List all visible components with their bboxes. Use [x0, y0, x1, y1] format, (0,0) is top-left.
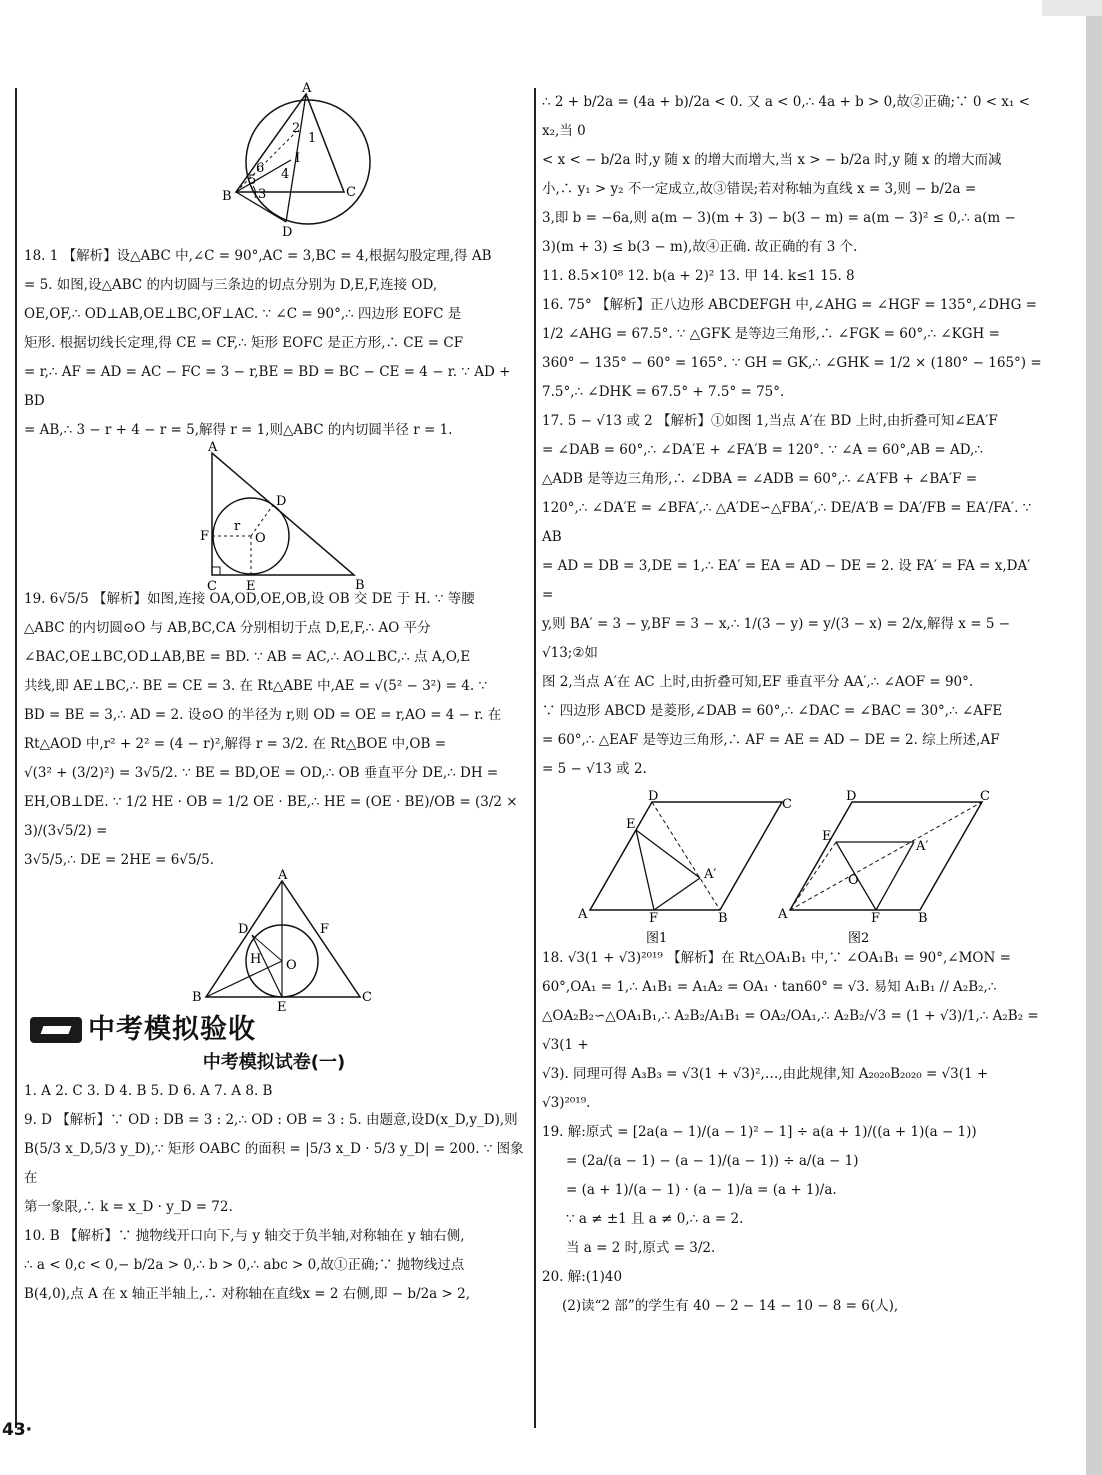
- label-b: B: [355, 578, 365, 593]
- q18-line-1: 18. 1 【解析】设△ABC 中,∠C = 90°,AC = 3,BC = 4,根据勾股定理,得 AB: [24, 248, 492, 264]
- section-heading-icon: [30, 1017, 82, 1043]
- q17-line-10: = 5 − √13 或 2.: [542, 761, 647, 777]
- q10-line-2: ∴ a < 0,c < 0,− b/2a > 0,∴ b > 0,∴ abc > 0,故①正确;∵ 抛物线过点: [24, 1257, 465, 1273]
- q16-line-1: 16. 75° 【解析】正八边形 ABCDEFGH 中,∠AHG = ∠HGF = 135°,∠DHG =: [542, 297, 1037, 313]
- diagonal-bd-1: [652, 802, 720, 910]
- circle-triangle-figure: [24, 82, 524, 242]
- q10-cont-line-2: < x < − b/2a 时,y 随 x 的增大而增大,当 x > − b/2a 时,y 随 x 的增大而减: [542, 152, 1002, 168]
- q17-line-8: ∵ 四边形 ABCD 是菱形,∠DAB = 60°,∴ ∠DAC = ∠BAC = 30°,∴ ∠AFE: [542, 703, 1003, 719]
- q18-line-5: = r,∴ AF = AD = AC − FC = 3 − r,BE = BD = BC − CE = 4 − r. ∵ AD + BD: [24, 364, 511, 409]
- fig2-label-o: O: [848, 873, 859, 888]
- q18r-line-4: √3). 同理可得 A₃B₃ = √3(1 + √3)²,…,由此规律,知 A₂₀₂₀B₂₀₂₀ = √3(1 +: [542, 1066, 989, 1082]
- label-a: A: [208, 440, 218, 455]
- q19-line-6: Rt△AOD 中,r² + 2² = (4 − r)²,解得 r = 3/2. 在 Rt△BOE 中,OB =: [24, 736, 447, 752]
- isosceles-triangle: [206, 881, 360, 997]
- q10-cont-line-4: 3,即 b = −6a,则 a(m − 3)(m + 3) − b(3 − m) = a(m − 3)² ≤ 0,∴ a(m −: [542, 210, 1016, 226]
- exam-subtitle: 中考模拟试卷(一): [202, 1052, 346, 1073]
- fig2-label-d: D: [846, 789, 857, 804]
- label-angle-6: 6: [256, 161, 265, 176]
- left-margin-rule: [15, 88, 17, 1428]
- section-title: 中考模拟验收: [88, 1014, 256, 1045]
- fig1-label-a-prime: A′: [704, 867, 717, 882]
- q19r-line-5: 当 a = 2 时,原式 = 3/2.: [566, 1240, 716, 1256]
- answers-1-8: 1. A 2. C 3. D 4. B 5. D 6. A 7. A 8. B: [24, 1083, 273, 1099]
- label-angle-2: 2: [292, 121, 301, 136]
- label-c: C: [362, 990, 372, 1005]
- q9-line-1: 9. D 【解析】∵ OD : DB = 3 : 2,∴ OD : OB = 3 : 5. 由题意,设D(x_D,y_D),则: [24, 1112, 518, 1128]
- q17-line-5: = AD = DB = 3,DE = 1,∴ EA′ = EA = AD − DE = 2. 设 FA′ = FA = x,DA′ =: [542, 558, 1031, 603]
- label-r: r: [234, 519, 241, 534]
- q18r-line-3: △OA₂B₂∽△OA₁B₁,∴ A₂B₂/A₁B₁ = OA₂/OA₁,∴ A₂B₂/√3 = (1 + √3)/1,∴ A₂B₂ = √3(1 +: [542, 1008, 1039, 1053]
- q19-line-8: EH,OB⊥DE. ∵ 1/2 HE · OB = 1/2 OE · BE,∴ HE = (OE · BE)/OB = (3/2 × 3)/(3√5/2) =: [24, 794, 518, 839]
- ea-dashed-2: [790, 842, 836, 910]
- q18r-line-2: 60°,OA₁ = 1,∴ A₁B₁ = A₁A₂ = OA₁ · tan60° = √3. 易知 A₁B₁ // A₂B₂,∴: [542, 979, 997, 995]
- q17-line-1: 17. 5 − √13 或 2 【解析】①如图 1,当点 A′在 BD 上时,由折叠可知∠EA′F: [542, 413, 998, 429]
- q19-line-4: 共线,即 AE⊥BC,∴ BE = CE = 3. 在 Rt△ABE 中,AE = √(5² − 3²) = 4. ∵: [24, 678, 488, 694]
- q19-line-5: BD = BE = 3,∴ AD = 2. 设⊙O 的半径为 r,则 OD = OE = r,AO = 4 − r. 在: [24, 707, 502, 723]
- fig2-label-f: F: [871, 911, 881, 926]
- fa-prime-1: [654, 878, 700, 910]
- q19r-line-4: ∵ a ≠ ±1 且 a ≠ 0,∴ a = 2.: [566, 1211, 744, 1227]
- q19-line-3: ∠BAC,OE⊥BC,OD⊥AB,BE = BD. ∵ AB = AC,∴ AO⊥BC,∴ 点 A,O,E: [24, 649, 471, 665]
- q9-line-2: B(5/3 x_D,5/3 y_D),∵ 矩形 OABC 的面积 = |5/3 x_D · 5/3 y_D| = 200. ∵ 图象在: [24, 1141, 524, 1186]
- left-column: [24, 82, 524, 1309]
- triangle-incircle-figure: [24, 868, 524, 1015]
- page-top-edge: [1042, 0, 1102, 16]
- incircle-figure: [24, 440, 524, 594]
- circumcircle: [246, 100, 370, 224]
- right-angle-mark: [212, 567, 220, 575]
- fig2-label-c: C: [980, 789, 990, 804]
- q19r-line-2: = (2a/(a − 1) − (a − 1)/(a − 1)) ÷ a/(a − 1): [566, 1153, 859, 1169]
- rhombus-figures: [542, 784, 1042, 944]
- label-a: A: [278, 868, 288, 883]
- fig1-label-f: F: [649, 911, 659, 926]
- label-e: E: [277, 1000, 287, 1015]
- q20-line-2: (2)读“2 部”的学生有 40 − 2 − 14 − 10 − 8 = 6(人),: [562, 1298, 899, 1314]
- label-angle-3: 3: [258, 187, 267, 202]
- q17-line-4: 120°,∴ ∠DA′E = ∠BFA′,∴ △A′DE∽△FBA′,∴ DE/A′B = DA′/FB = EA′/FA′. ∵ AB: [542, 500, 1032, 545]
- q17-line-3: △ADB 是等边三角形,∴ ∠DBA = ∠ADB = 60°,∴ ∠A′FB + ∠BA′F =: [542, 471, 978, 487]
- q18r-line-5: √3)²⁰¹⁹.: [542, 1095, 591, 1111]
- q17-line-9: = 60°,∴ △EAF 是等边三角形,∴ AF = AE = AD − DE = 2. 综上所述,AF: [542, 732, 1000, 748]
- q19-line-1: 19. 6√5/5 【解析】如图,连接 OA,OD,OE,OB,设 OB 交 DE 于 H. ∵ 等腰: [24, 591, 475, 607]
- q9-line-3: 第一象限,∴ k = x_D · y_D = 72.: [24, 1199, 233, 1215]
- fig1-label-d: D: [648, 789, 659, 804]
- fig1-label-b: B: [718, 911, 728, 926]
- label-d: D: [276, 494, 287, 509]
- fig1-caption: 图1: [646, 931, 668, 946]
- right-column: [542, 88, 1042, 1321]
- label-c: C: [207, 579, 217, 594]
- fig1-label-e: E: [626, 817, 636, 832]
- q18r-line-1: 18. √3(1 + √3)²⁰¹⁹ 【解析】在 Rt△OA₁B₁ 中,∵ ∠OA₁B₁ = 90°,∠MON =: [542, 950, 1011, 966]
- q16-line-2: 1/2 ∠AHG = 67.5°. ∵ △GFK 是等边三角形,∴ ∠FGK = 60°,∴ ∠KGH =: [542, 326, 1000, 342]
- q18-line-3: OE,OF,∴ OD⊥AB,OE⊥BC,OF⊥AC. ∵ ∠C = 90°,∴ 四边形 EOFC 是: [24, 306, 462, 322]
- q18-line-6: = AB,∴ 3 − r + 4 − r = 5,解得 r = 1,则△ABC 的内切圆半径 r = 1.: [24, 422, 453, 438]
- label-d: D: [282, 225, 293, 240]
- q19r-line-3: = (a + 1)/(a − 1) · (a − 1)/a = (a + 1)/a.: [566, 1182, 837, 1198]
- q19-line-2: △ABC 的内切圆⊙O 与 AB,BC,CA 分别相切于点 D,E,F,∴ AO 平分: [24, 620, 431, 636]
- fig2-label-e: E: [822, 829, 832, 844]
- label-f: F: [320, 922, 330, 937]
- label-f: F: [200, 529, 210, 544]
- label-a: A: [302, 81, 312, 96]
- q19-line-9: 3√5/5,∴ DE = 2HE = 6√5/5.: [24, 852, 214, 868]
- answers-11-15: 11. 8.5×10⁸ 12. b(a + 2)² 13. 甲 14. k≤1 15. 8: [542, 268, 855, 284]
- fig2-label-b: B: [918, 911, 928, 926]
- label-d: D: [238, 922, 249, 937]
- fig2-label-a: A: [778, 907, 788, 922]
- q17-line-7: 图 2,当点 A′在 AC 上时,由折叠可知,EF 垂直平分 AA′,∴ ∠AOF = 90°.: [542, 674, 974, 690]
- label-h: H: [250, 952, 262, 967]
- q10-line-3: B(4,0),点 A 在 x 轴正半轴上,∴ 对称轴在直线x = 2 右侧,即 − b/2a > 2,: [24, 1286, 471, 1302]
- fig1-label-c: C: [782, 797, 792, 812]
- label-o: O: [255, 531, 266, 546]
- diagonal-ac-2: [790, 802, 982, 910]
- q18-line-4: 矩形. 根据切线长定理,得 CE = CF,∴ 矩形 EOFC 是正方形,∴ CE = CF: [24, 335, 464, 351]
- fig2-label-a-prime: A′: [916, 839, 929, 854]
- label-angle-1: 1: [308, 131, 317, 146]
- label-c: C: [346, 185, 356, 200]
- fa-prime-2: [876, 842, 914, 910]
- column-divider: [534, 88, 536, 1428]
- page-edge-shadow: [1086, 0, 1102, 1475]
- page-number: 43·: [2, 1420, 33, 1440]
- label-b: B: [222, 189, 232, 204]
- q19r-line-1: 19. 解:原式 = [2a(a − 1)/(a − 1)² − 1] ÷ a(a + 1)/((a + 1)(a − 1)): [542, 1124, 977, 1140]
- label-o: O: [286, 958, 297, 973]
- q16-line-3: 360° − 135° − 60° = 165°. ∵ GH = GK,∴ ∠GHK = 1/2 × (180° − 165°) =: [542, 355, 1042, 371]
- label-e: E: [246, 579, 256, 594]
- section-heading: [30, 1015, 524, 1044]
- q10-cont-line-1: ∴ 2 + b/2a = (4a + b)/2a < 0. 又 a < 0,∴ 4a + b > 0,故②正确;∵ 0 < x₁ < x₂,当 0: [542, 94, 1030, 139]
- label-b: B: [192, 990, 202, 1005]
- q20-line-1: 20. 解:(1)40: [542, 1269, 623, 1285]
- q10-cont-line-5: 3)(m + 3) ≤ b(3 − m),故④正确. 故正确的有 3 个.: [542, 239, 858, 255]
- q10-line-1: 10. B 【解析】∵ 抛物线开口向下,与 y 轴交于负半轴,对称轴在 y 轴右侧,: [24, 1228, 465, 1244]
- q16-line-4: 7.5°,∴ ∠DHK = 67.5° + 7.5° = 75°.: [542, 384, 785, 400]
- q17-line-6: y,则 BA′ = 3 − y,BF = 3 − x,∴ 1/(3 − y) = y/(3 − x) = 2/x,解得 x = 5 − √13;②如: [542, 616, 1011, 661]
- q19-line-7: √(3² + (3/2)²) = 3√5/2. ∵ BE = BD,OE = OD,∴ OB 垂直平分 DE,∴ DH =: [24, 765, 499, 781]
- q18-line-2: = 5. 如图,设△ABC 的内切圆与三条边的切点分别为 D,E,F,连接 OD,: [24, 277, 438, 293]
- label-i: I: [295, 151, 301, 166]
- rhombus-2: [790, 802, 982, 910]
- q10-cont-line-3: 小,∴ y₁ > y₂ 不一定成立,故③错误;若对称轴为直线 x = 3,则 − b/2a =: [542, 181, 977, 197]
- label-angle-5: 5: [248, 173, 257, 188]
- fig2-caption: 图2: [848, 931, 870, 946]
- fig1-label-a: A: [578, 907, 588, 922]
- q17-line-2: = ∠DAB = 60°,∴ ∠DA′E + ∠FA′B = 120°. ∵ ∠A = 60°,AB = AD,∴: [542, 442, 983, 458]
- label-angle-4: 4: [281, 167, 290, 182]
